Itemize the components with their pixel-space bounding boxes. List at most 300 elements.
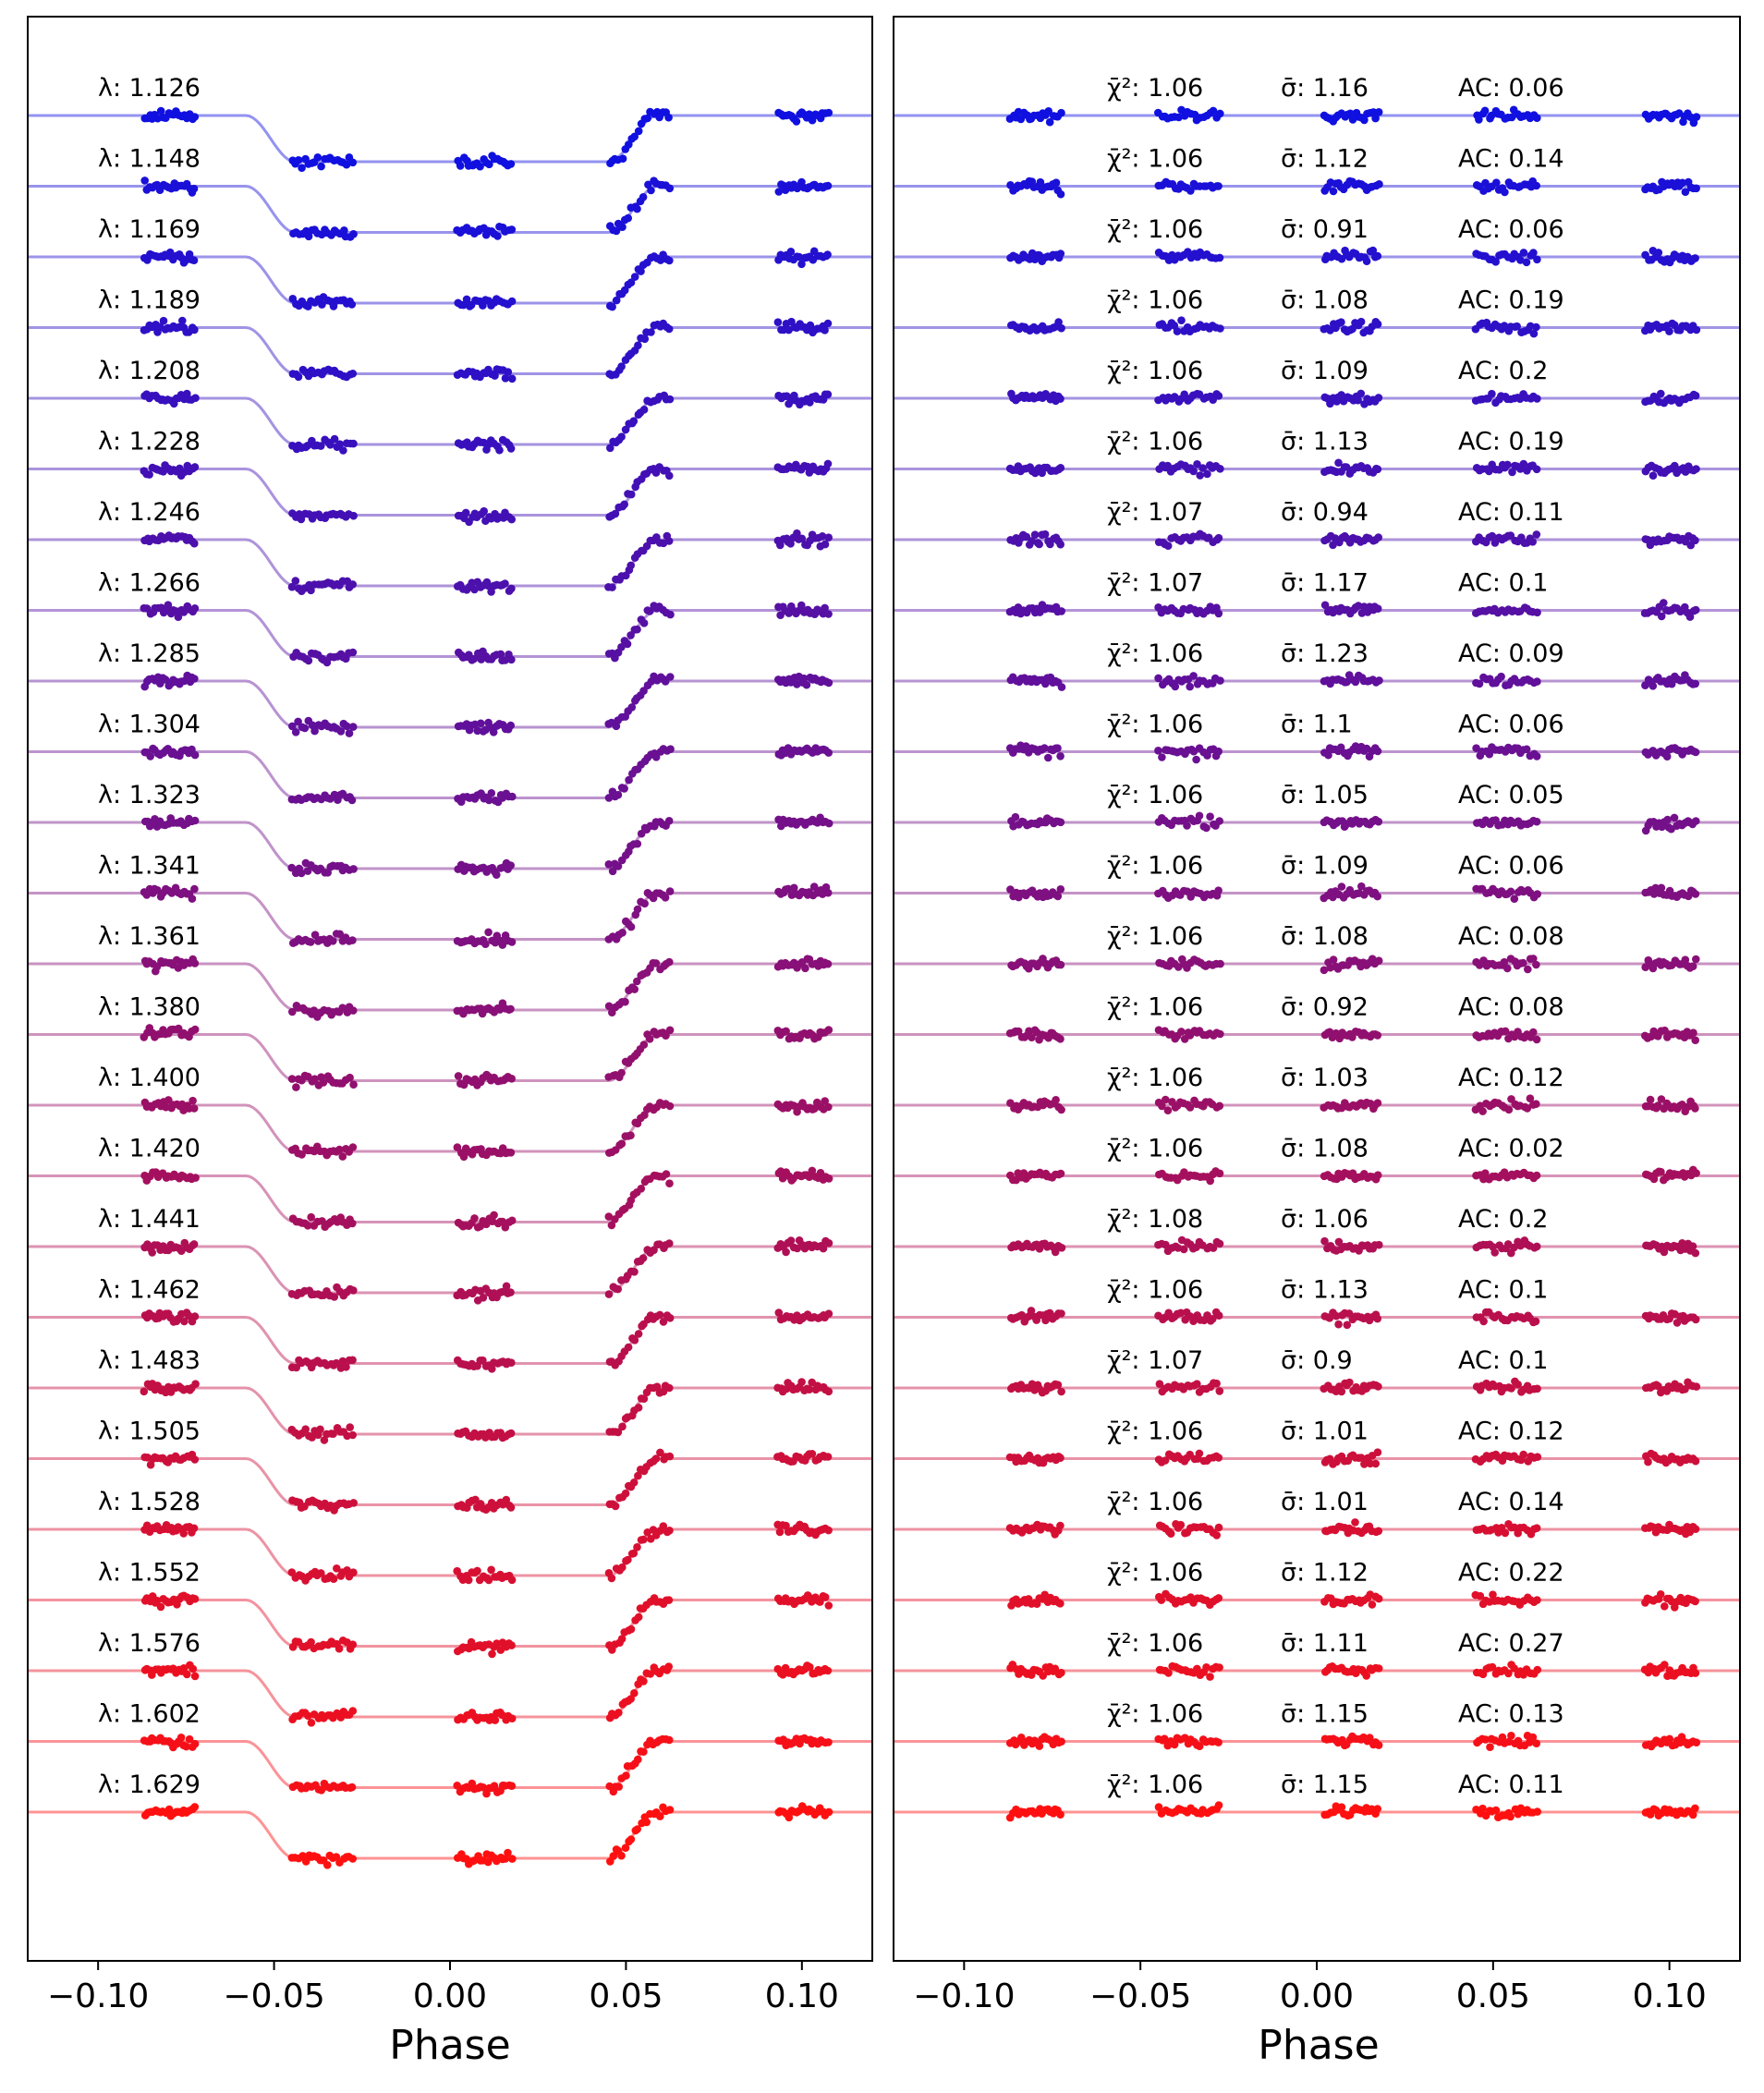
residual-data-point	[1057, 961, 1065, 969]
residual-data-point	[1533, 677, 1541, 686]
wavelength-label: λ: 1.285	[98, 639, 201, 668]
flux-data-point	[630, 985, 639, 993]
residual-data-point	[1057, 1170, 1065, 1178]
wavelength-label: λ: 1.148	[98, 144, 201, 174]
residual-data-point	[1533, 1596, 1541, 1604]
residual-data-point	[1692, 1249, 1700, 1258]
flux-data-point	[348, 1855, 357, 1863]
flux-data-point	[488, 789, 496, 797]
flux-data-point	[634, 840, 642, 848]
autocorrelation-label: AC: 0.2	[1458, 1205, 1549, 1234]
chi2-label: χ̄²: 1.06	[1107, 851, 1204, 881]
flux-data-point	[348, 1220, 357, 1228]
residual-data-point	[1375, 180, 1383, 189]
residual-data-point	[1534, 1453, 1542, 1461]
flux-data-point	[625, 1344, 633, 1352]
residual-data-point	[1663, 816, 1672, 824]
residual-data-point	[1533, 1385, 1541, 1393]
autocorrelation-label: AC: 0.06	[1458, 215, 1564, 244]
flux-data-point	[507, 1641, 516, 1649]
residual-data-point	[1374, 466, 1382, 474]
residual-data-point	[1532, 323, 1540, 332]
residual-data-point	[1375, 1527, 1383, 1536]
autocorrelation-label: AC: 0.12	[1458, 1064, 1564, 1092]
residual-data-point	[1214, 748, 1223, 756]
residual-data-point	[1177, 1028, 1186, 1036]
wavelength-label: λ: 1.189	[98, 286, 201, 315]
chi2-label: χ̄²: 1.06	[1107, 1558, 1204, 1588]
flux-data-point	[824, 182, 833, 190]
residual-data-point	[1186, 683, 1194, 691]
residual-data-point	[1689, 1242, 1697, 1250]
flux-data-point	[495, 446, 504, 455]
chi2-label: χ̄²: 1.06	[1107, 215, 1204, 244]
chi2-label: χ̄²: 1.06	[1107, 1275, 1204, 1305]
flux-data-point	[666, 1806, 675, 1814]
flux-data-point	[620, 785, 628, 793]
sigma-label: σ̄: 0.92	[1281, 992, 1369, 1022]
flux-data-point	[506, 1005, 515, 1014]
flux-data-point	[507, 656, 516, 664]
x-tick-label: −0.10	[47, 1977, 150, 2015]
autocorrelation-label: AC: 0.1	[1458, 568, 1549, 598]
flux-data-point	[456, 162, 465, 170]
flux-data-point	[349, 370, 358, 378]
flux-data-point	[508, 298, 517, 306]
residual-data-point	[1041, 530, 1050, 539]
chi2-label: χ̄²: 1.06	[1107, 1488, 1204, 1516]
flux-data-point	[191, 463, 200, 471]
residual-data-point	[1215, 1311, 1223, 1320]
residual-data-point	[1501, 189, 1509, 197]
flux-data-point	[821, 1593, 830, 1601]
flux-data-point	[665, 472, 674, 481]
residual-data-point	[1215, 534, 1223, 542]
flux-data-point	[608, 583, 616, 591]
residual-data-point	[1375, 676, 1383, 685]
flux-data-point	[612, 1503, 620, 1511]
residual-data-point	[1216, 1240, 1224, 1248]
flux-data-point	[492, 1716, 500, 1724]
flux-data-point	[627, 562, 635, 570]
flux-data-point	[824, 748, 833, 757]
residual-data-point	[1056, 752, 1064, 761]
residual-data-point	[1692, 1457, 1700, 1466]
flux-data-point	[189, 1097, 197, 1105]
autocorrelation-label: AC: 0.06	[1458, 710, 1564, 739]
x-tick-label: 0.00	[412, 1977, 488, 2015]
residual-data-point	[1503, 965, 1512, 973]
flux-data-point	[824, 1738, 833, 1746]
residual-data-point	[1330, 188, 1338, 196]
autocorrelation-label: AC: 0.14	[1458, 144, 1564, 174]
flux-data-point	[627, 1131, 635, 1139]
residual-data-point	[1154, 747, 1162, 755]
chi2-label: χ̄²: 1.06	[1107, 144, 1204, 174]
residual-data-point	[1054, 1381, 1063, 1389]
residual-data-point	[1693, 1382, 1701, 1391]
residual-data-point	[1533, 256, 1541, 264]
flux-data-point	[190, 1525, 199, 1533]
flux-data-point	[617, 1069, 626, 1077]
residual-data-point	[1649, 682, 1658, 690]
chi2-label: χ̄²: 1.06	[1107, 922, 1204, 951]
flux-data-point	[191, 113, 200, 121]
chi2-label: χ̄²: 1.06	[1107, 1064, 1204, 1092]
residual-data-point	[1375, 1241, 1383, 1249]
sigma-label: σ̄: 1.23	[1281, 639, 1369, 668]
flux-data-point	[631, 273, 639, 281]
residual-data-point	[1691, 537, 1699, 545]
residual-data-point	[1057, 1388, 1065, 1396]
flux-data-point	[487, 1566, 495, 1575]
residual-data-point	[1691, 1598, 1699, 1606]
flux-data-point	[627, 923, 636, 931]
flux-data-point	[664, 1662, 673, 1671]
residual-data-point	[1338, 882, 1346, 891]
residual-data-point	[1337, 318, 1345, 326]
residual-data-point	[1357, 390, 1366, 398]
flux-data-point	[189, 894, 197, 903]
residual-data-point	[1215, 1594, 1223, 1602]
flux-data-point	[191, 1455, 200, 1464]
flux-data-point	[665, 1384, 674, 1393]
residual-data-point	[1164, 542, 1173, 550]
residual-data-point	[1212, 1380, 1221, 1388]
flux-data-point	[473, 1567, 481, 1576]
autocorrelation-label: AC: 0.1	[1458, 1346, 1549, 1375]
flux-data-point	[292, 1083, 300, 1091]
residual-data-point	[1657, 1590, 1665, 1599]
autocorrelation-label: AC: 0.05	[1458, 781, 1564, 809]
residual-data-point	[1216, 110, 1224, 118]
flux-data-point	[507, 516, 516, 524]
flux-data-point	[776, 1528, 785, 1537]
residual-data-point	[1056, 1600, 1064, 1608]
flux-data-point	[665, 257, 674, 265]
flux-data-point	[349, 230, 358, 238]
flux-data-point	[618, 929, 627, 937]
flux-data-point	[292, 577, 300, 585]
flux-data-point	[624, 640, 632, 649]
residual-data-point	[1533, 818, 1541, 826]
flux-data-point	[787, 1236, 796, 1245]
residual-data-point	[1154, 675, 1162, 683]
wavelength-label: λ: 1.361	[98, 922, 201, 951]
residual-data-point	[1057, 819, 1065, 827]
sigma-label: σ̄: 1.08	[1281, 1134, 1369, 1163]
flux-data-point	[666, 887, 675, 895]
flux-data-point	[825, 1026, 833, 1034]
flux-data-point	[183, 1671, 191, 1679]
sigma-label: σ̄: 0.94	[1281, 498, 1369, 527]
flux-data-point	[189, 1665, 198, 1673]
residual-data-point	[1692, 955, 1700, 964]
residual-data-point	[1057, 464, 1065, 472]
flux-data-point	[178, 317, 187, 325]
residual-data-point	[1373, 893, 1381, 901]
residual-data-point	[1203, 470, 1211, 479]
chi2-label: χ̄²: 1.08	[1107, 1205, 1204, 1234]
flux-data-point	[508, 1782, 517, 1790]
residual-data-point	[1692, 465, 1700, 473]
flux-data-point	[349, 1499, 358, 1507]
flux-data-point	[349, 1568, 358, 1576]
residual-data-point	[1216, 1030, 1224, 1039]
residual-data-point	[1528, 538, 1537, 546]
flux-data-point	[490, 1211, 498, 1220]
chi2-label: χ̄²: 1.06	[1107, 286, 1204, 315]
wavelength-label: λ: 1.341	[98, 851, 201, 881]
flux-data-point	[348, 1431, 357, 1440]
residual-data-point	[1511, 894, 1519, 903]
flux-data-point	[633, 1543, 641, 1551]
residual-data-point	[1371, 1460, 1380, 1468]
flux-data-point	[665, 1239, 674, 1247]
residual-data-point	[1478, 1107, 1487, 1115]
flux-data-point	[191, 751, 200, 760]
flux-data-point	[618, 1423, 627, 1431]
chi2-label: χ̄²: 1.06	[1107, 427, 1204, 456]
flux-data-point	[346, 1074, 354, 1082]
flux-data-point	[646, 1035, 654, 1043]
flux-data-point	[191, 959, 200, 967]
flux-data-point	[634, 906, 642, 914]
flux-data-point	[782, 1248, 790, 1257]
sigma-label: σ̄: 1.12	[1281, 144, 1369, 174]
flux-data-point	[349, 440, 358, 448]
flux-data-point	[348, 1357, 357, 1365]
residual-data-point	[1202, 824, 1210, 833]
residual-data-point	[1177, 1521, 1186, 1529]
residual-data-point	[1056, 1522, 1064, 1530]
flux-data-point	[793, 117, 801, 126]
flux-data-point	[506, 861, 515, 870]
residual-data-point	[1479, 1318, 1488, 1326]
flux-data-point	[614, 791, 623, 799]
residual-data-point	[1196, 812, 1204, 821]
flux-data-point	[774, 318, 783, 326]
autocorrelation-label: AC: 0.19	[1458, 427, 1564, 456]
flux-data-point	[508, 1217, 517, 1225]
residual-data-point	[1192, 756, 1200, 764]
flux-data-point	[605, 1290, 614, 1298]
residual-data-point	[1533, 890, 1541, 898]
chi2-label: χ̄²: 1.06	[1107, 74, 1204, 103]
flux-data-point	[640, 900, 649, 908]
residual-data-point	[1533, 530, 1541, 539]
flux-data-point	[501, 579, 509, 588]
flux-data-point	[638, 1185, 646, 1193]
residual-data-point	[1502, 1529, 1510, 1538]
residual-data-point	[1057, 249, 1065, 258]
wavelength-label: λ: 1.169	[98, 215, 201, 244]
wavelength-label: λ: 1.552	[98, 1558, 201, 1588]
sigma-label: σ̄: 1.12	[1281, 1558, 1369, 1588]
flux-data-point	[824, 960, 833, 968]
flux-data-point	[617, 432, 626, 441]
flux-data-point	[349, 1080, 358, 1089]
residual-data-point	[1058, 1244, 1066, 1252]
flux-data-point	[633, 626, 641, 634]
residual-data-point	[1374, 533, 1382, 542]
flux-data-point	[191, 1673, 200, 1681]
residual-data-point	[1180, 1246, 1188, 1254]
wavelength-label: λ: 1.126	[98, 74, 201, 103]
flux-data-point	[507, 1503, 516, 1512]
flux-data-point	[639, 1747, 648, 1756]
flux-data-point	[349, 159, 358, 167]
flux-data-point	[292, 728, 300, 736]
autocorrelation-label: AC: 0.1	[1458, 1275, 1549, 1305]
sigma-label: σ̄: 1.01	[1281, 1488, 1369, 1516]
flux-data-point	[666, 185, 675, 193]
flux-data-point	[508, 1855, 517, 1863]
residual-data-point	[1330, 955, 1338, 964]
residual-data-point	[1216, 960, 1224, 968]
flux-data-point	[627, 491, 636, 499]
residual-data-point	[1661, 1602, 1669, 1611]
chi2-label: χ̄²: 1.07	[1107, 498, 1204, 527]
residual-data-point	[1533, 1036, 1541, 1044]
flux-data-point	[507, 444, 516, 453]
flux-data-point	[824, 1103, 833, 1112]
residual-data-point	[1164, 1106, 1173, 1114]
flux-data-point	[666, 1314, 675, 1322]
residual-data-point	[1216, 1170, 1224, 1178]
autocorrelation-label: AC: 0.08	[1458, 922, 1564, 951]
residual-data-point	[1693, 326, 1701, 335]
flux-data-point	[665, 325, 674, 334]
residual-data-point	[1338, 1388, 1346, 1396]
flux-data-point	[190, 185, 199, 193]
residual-data-point	[1035, 541, 1043, 549]
sigma-label: σ̄: 0.9	[1281, 1346, 1353, 1375]
residual-data-point	[1533, 1524, 1541, 1532]
residual-data-point	[1692, 185, 1700, 193]
residual-data-point	[1044, 754, 1052, 762]
residual-data-point	[1532, 182, 1540, 190]
chi2-label: χ̄²: 1.06	[1107, 992, 1204, 1022]
residual-data-point	[1057, 1309, 1065, 1318]
residual-data-point	[1215, 392, 1223, 400]
flux-data-point	[507, 160, 516, 168]
autocorrelation-label: AC: 0.08	[1458, 992, 1564, 1022]
residual-data-point	[1174, 327, 1182, 335]
residual-data-point	[1524, 966, 1532, 974]
flux-data-point	[455, 1072, 463, 1080]
residual-data-point	[1481, 107, 1490, 116]
residual-data-point	[1692, 392, 1700, 400]
residual-data-point	[1671, 814, 1679, 822]
residual-data-point	[1345, 1379, 1354, 1387]
flux-data-point	[614, 1783, 623, 1791]
x-tick-label: −0.05	[223, 1977, 325, 2015]
flux-data-point	[160, 317, 168, 325]
residual-data-point	[1052, 178, 1061, 187]
flux-data-point	[642, 1819, 651, 1827]
flux-data-point	[190, 540, 199, 548]
flux-data-point	[630, 1268, 639, 1276]
flux-data-point	[634, 342, 642, 350]
wavelength-label: λ: 1.304	[98, 710, 201, 739]
residual-data-point	[1490, 1248, 1499, 1257]
residual-data-point	[1488, 390, 1496, 398]
flux-data-point	[825, 1239, 833, 1247]
flux-data-point	[508, 793, 517, 801]
residual-data-point	[1649, 471, 1658, 480]
residual-data-point	[1692, 606, 1700, 615]
flux-data-point	[140, 176, 149, 185]
flux-data-point	[488, 1650, 496, 1659]
flux-data-point	[191, 604, 200, 613]
residual-data-point	[1216, 676, 1224, 685]
flux-data-point	[664, 114, 673, 122]
residual-data-point	[1523, 259, 1531, 267]
flux-data-point	[627, 1835, 636, 1844]
residual-data-point	[1375, 394, 1383, 402]
flux-data-point	[618, 223, 627, 231]
flux-data-point	[620, 501, 628, 509]
flux-data-point	[190, 256, 199, 264]
flux-data-point	[493, 870, 501, 879]
sigma-label: σ̄: 0.91	[1281, 215, 1369, 244]
residual-data-point	[1533, 1172, 1541, 1180]
flux-data-point	[825, 1388, 833, 1396]
sigma-label: σ̄: 1.13	[1281, 427, 1369, 456]
flux-data-point	[349, 1143, 358, 1151]
flux-data-point	[191, 1740, 200, 1748]
flux-data-point	[824, 460, 833, 468]
flux-data-point	[339, 446, 347, 455]
residual-data-point	[1374, 1099, 1382, 1107]
wavelength-label: λ: 1.420	[98, 1134, 201, 1163]
sigma-label: σ̄: 1.17	[1281, 568, 1369, 598]
residual-data-point	[1058, 683, 1066, 691]
residual-data-point	[1164, 1669, 1173, 1677]
residual-data-point	[1533, 395, 1541, 403]
residual-data-point	[1215, 1524, 1223, 1532]
residual-data-point	[1189, 468, 1198, 476]
flux-data-point	[825, 1309, 833, 1318]
sigma-label: σ̄: 1.08	[1281, 286, 1369, 315]
flux-data-point	[666, 1102, 675, 1111]
chi2-label: χ̄²: 1.06	[1107, 639, 1204, 668]
flux-data-point	[145, 470, 153, 479]
flux-data-point	[190, 1240, 199, 1248]
flux-data-point	[314, 153, 322, 162]
residual-data-point	[1505, 1106, 1514, 1114]
autocorrelation-label: AC: 0.2	[1458, 357, 1549, 385]
residual-data-point	[1216, 1102, 1224, 1111]
wavelength-label: λ: 1.483	[98, 1346, 201, 1375]
autocorrelation-label: AC: 0.19	[1458, 286, 1564, 315]
flux-data-point	[824, 533, 833, 542]
flux-data-point	[191, 1380, 200, 1388]
residual-data-point	[1532, 1100, 1540, 1108]
flux-data-point	[797, 1378, 806, 1386]
wavelength-label: λ: 1.228	[98, 427, 201, 456]
residual-data-point	[1529, 249, 1538, 257]
residual-data-point	[1375, 108, 1383, 116]
flux-data-point	[505, 368, 513, 376]
flux-data-point	[190, 885, 199, 894]
flux-data-point	[191, 1174, 200, 1182]
wavelength-label: λ: 1.629	[98, 1771, 201, 1799]
flux-data-point	[190, 326, 199, 335]
flux-data-point	[157, 1603, 165, 1612]
residual-data-point	[1057, 607, 1065, 615]
